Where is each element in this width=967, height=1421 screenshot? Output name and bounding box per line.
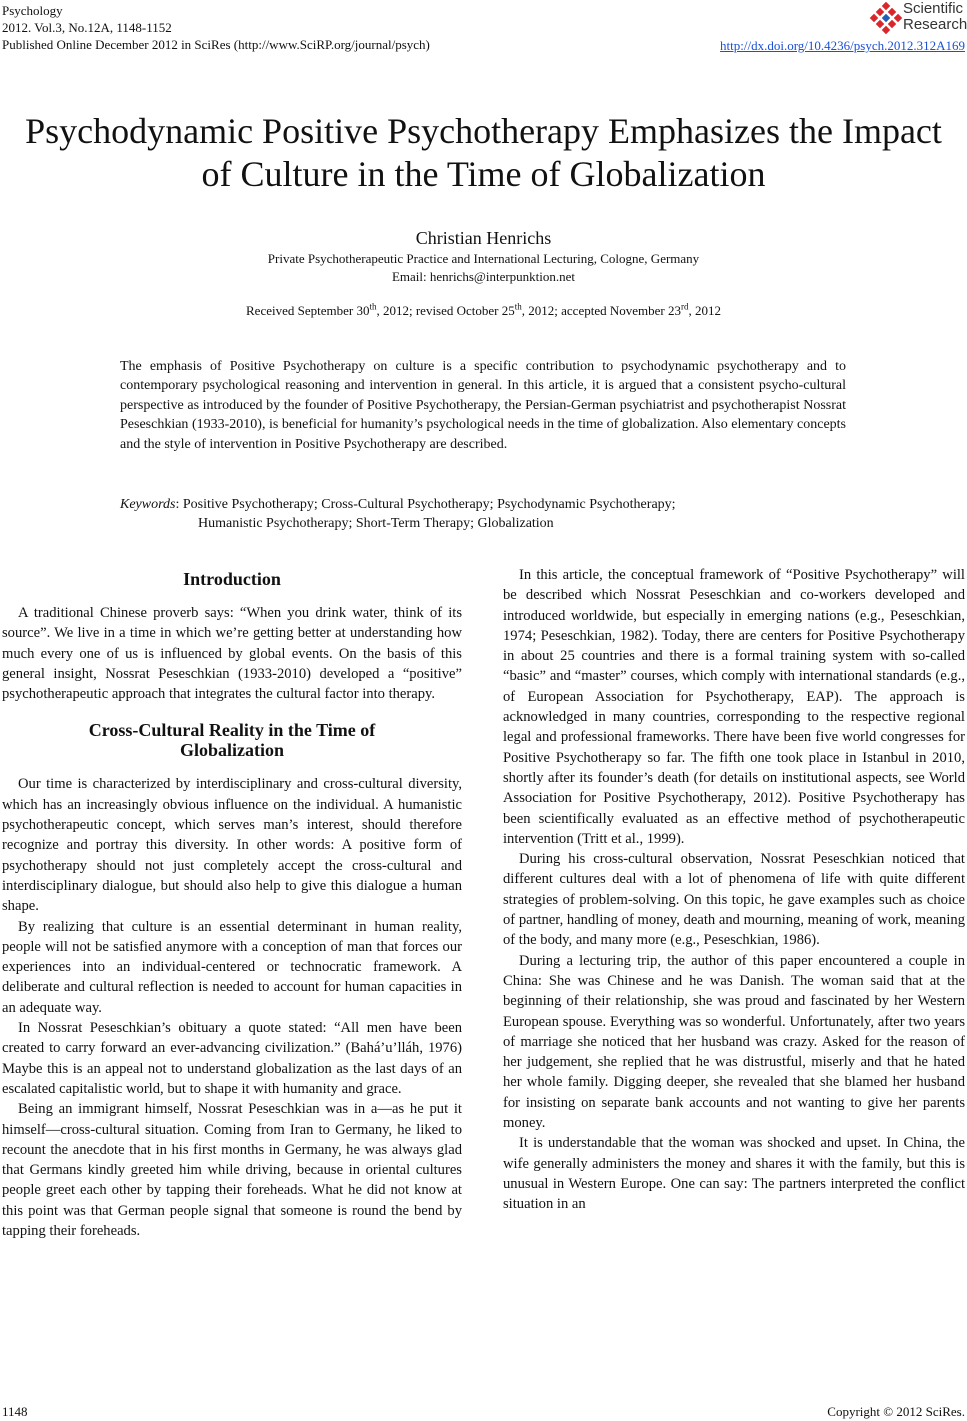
paragraph: A traditional Chinese proverb says: “When you drink water, think of its source”. We live in a time in which we’re getting better at understanding how much every one of us is influenced by global events. On the basis of this general insight, Nossrat Peseschkian (1933-2010) developed a “positive” psychotherapeutic approach that integrates the cultural factor into therapy.: [2, 605, 462, 703]
logo-text-research: Research: [903, 16, 967, 33]
paragraph: Our time is characterized by interdisciplinary and cross-cultural diversity, which has an increasingly obvious influence on the individual. A humanistic psychotherapeutic concept, which serves man’s interest, should therefore recognize and portray this diversity. In other words: A positive form of psychotherapy should not just completely accept the cross-cultural and interdisciplinary dialogue, but should also help to give this dialogue a human shape.: [2, 776, 462, 915]
accepted-text: , 2012; accepted November 23: [521, 303, 681, 318]
author-name: Christian Henrichs: [415, 228, 552, 248]
paragraph: During a lecturing trip, the author of this paper encountered a couple in China: She was Chinese and he was Danish. The woman said that at the beginning of their relationship, she was proud and fascinated by her Western European spouse. Everything was so wonderful. Unfortunately, after two years of marriage she noticed that her husband was crazy. Asked for the reason of her judgement, she replied that he was distrustful, miserly and that he hated her whole family. Digging deeper, she revealed that she blamed her husband for insisting on separate bank accounts and not wanting to give her parents money.: [503, 952, 965, 1132]
section-heading-cross-cultural: [2, 720, 462, 760]
heading-line-2: Globalization: [179, 740, 284, 761]
keywords: Keywords: Positive Psychotherapy; Cross-Cultural Psychotherapy; Psychodynamic Psychotherapy; Humanistic Psychotherapy; Short-Term Therapy; Globalization: [120, 495, 880, 534]
title-line-2: of Culture in the Time of Globalization: [201, 154, 766, 194]
page-number: 1148: [2, 1404, 28, 1419]
year-text: , 2012: [688, 303, 721, 318]
keywords-line-1: Positive Psychotherapy; Cross-Cultural Psychotherapy; Psychodynamic Psychotherapy;: [182, 497, 676, 512]
paragraph: In this article, the conceptual framework of “Positive Psychotherapy” will be described which Nossrat Peseschkian and co-workers developed and introduced worldwide, but especially in emerging nations (e.g., Peseschkian, 1974; Peseschkian, 1982). Today, there are centers for Positive Psychotherapy in about 25 countries and there is a formal training system with so-called “basic” and “master” courses, which comply with international standards (e.g., of European Association for Psychotherapy, EAP). The approach is acknowledged in many countries, corresponding to the respective regional legal and professional frameworks. There have been five world congresses for Positive Psychotherapy so far. The fifth one took place in Istanbul in 2010, shortly after its founder’s death (for details on institutional aspects, see World Association for Positive Psychotherapy, 2012). Positive Psychotherapy has been scientifically evaluated as an effective method of psychotherapeutic intervention (Tritt et al., 1999).: [503, 567, 965, 847]
accepted-sup: rd: [680, 301, 689, 312]
left-column: [2, 565, 462, 1241]
received-text: Received September 30: [246, 303, 370, 318]
paper-title: [0, 110, 967, 196]
author-email: Email: henrichs@interpunktion.net: [391, 269, 576, 284]
keywords-label: Keywords: [120, 497, 176, 512]
heading-line-1: Cross-Cultural Reality in the Time of: [88, 720, 376, 741]
journal-header: [2, 2, 430, 53]
section-heading-introduction: Introduction: [183, 569, 281, 589]
abstract: The emphasis of Positive Psychotherapy on culture is a specific contribution to psychodynamic psychotherapy and to contemporary psychological reasoning and intervention in general. In this article, it is argued that a consistent psycho-cultural perspective as introduced by the founder of Positive Psychotherapy, the Persian-German psychiatrist and psychotherapist Nossrat Peseschkian (1933-2010), is beneficial for humanity’s psychological needs in the time of globalization. Also elementary concepts and the style of intervention in Positive Psychotherapy are described.: [120, 359, 846, 452]
revised-text: , 2012; revised October 25: [376, 303, 515, 318]
publication-info: Published Online December 2012 in SciRes (http://www.SciRP.org/journal/psych): [2, 37, 430, 52]
paragraph: During his cross-cultural observation, Nossrat Peseschkian noticed that different cultures deal with a lot of phenomena of life with quite different strategies of problem-solving. On this topic, he gave examples such as choice of partner, handling of money, death and mourning, meaning of work, meaning of the body, and many more (e.g., Peseschkian, 1986).: [503, 851, 965, 949]
right-column: [503, 565, 965, 1215]
paragraph: It is understandable that the woman was shocked and upset. In China, the wife generally administers the money and shares it with the family, but this is unusual in Western Europe. One can say: The partners interpreted the conflict situation in an: [503, 1135, 965, 1213]
doi-link[interactable]: http://dx.doi.org/10.4236/psych.2012.312A169: [720, 38, 965, 53]
logo-text-scientific: Scientific: [903, 0, 964, 17]
received-sup: th: [369, 301, 377, 312]
scientific-research-logo: [869, 0, 965, 36]
keywords-line-2: Humanistic Psychotherapy; Short-Term Therapy; Globalization: [198, 516, 554, 532]
paragraph: In Nossrat Peseschkian’s obituary a quote stated: “All men have been created to carry forward an ever-advancing civilization.” (Bahá’u’lláh, 1976) Maybe this is an appeal not to understand globalization as the last days of an escalated capitalistic world, but to shape it with humanity and grace.: [2, 1020, 462, 1097]
revised-sup: th: [514, 301, 522, 312]
title-line-1: Psychodynamic Positive Psychotherapy Emphasizes the Impact: [25, 111, 942, 151]
received-dates: [0, 303, 967, 319]
journal-volume: 2012. Vol.3, No.12A, 1148-1152: [2, 20, 172, 35]
publisher-logo-icon: [869, 2, 903, 36]
paragraph: By realizing that culture is an essential determinant in human reality, people will not be satisfied anymore with a conception of man that forces our experiences into an individual-centered or technocratic framework. A deliberate and cultural reflection is needed to account for human capacities in an adequate way.: [2, 918, 462, 1016]
author-affiliation: Private Psychotherapeutic Practice and International Lecturing, Cologne, Germany: [267, 251, 700, 266]
journal-name: Psychology: [2, 3, 63, 18]
paragraph: Being an immigrant himself, Nossrat Peseschkian was in a—as he put it himself—cross-cultural situation. Coming from Iran to Germany, he liked to recount the anecdote that in his first months in Germany, he was always glad that Germans kindly greeted him while driving, because in oriental cultures people greet each other by tapping their foreheads. What he did not know at this point was that German people signal that someone is round the bend by tapping their foreheads.: [2, 1101, 462, 1240]
copyright-notice: Copyright © 2012 SciRes.: [827, 1404, 965, 1419]
